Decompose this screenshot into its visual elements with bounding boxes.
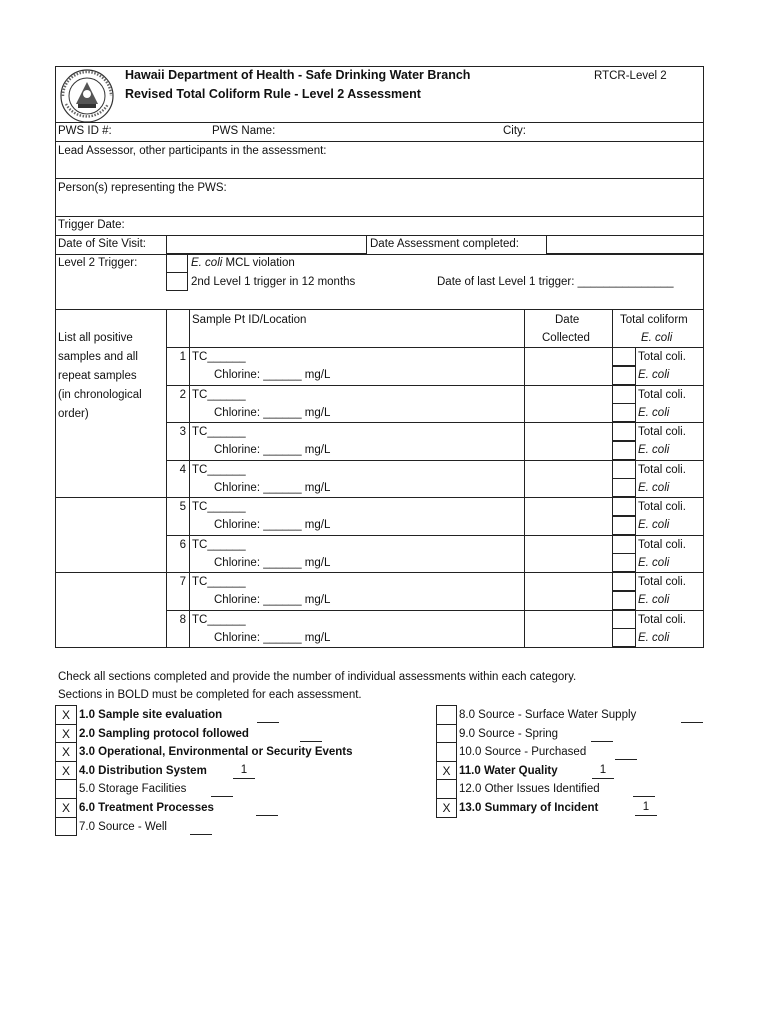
section-count-field[interactable]: [633, 781, 655, 797]
section-label: 6.0 Treatment Processes: [79, 802, 214, 814]
sample-row-number: 4: [179, 463, 186, 476]
total-coli-result-label: Total coli.: [638, 388, 686, 401]
ecoli-checkbox[interactable]: [612, 628, 636, 647]
sample-row-number: 5: [179, 501, 186, 513]
total-coli-result-label: Total coli.: [638, 463, 686, 476]
ecoli-result-label: E. coli: [638, 406, 670, 419]
section-label: 4.0 Distribution System: [79, 764, 207, 777]
total-coli-checkbox[interactable]: [612, 610, 636, 629]
sample-chlorine-field[interactable]: Chlorine: ______ mg/L: [214, 481, 331, 494]
total-coli-result-label: Total coli.: [638, 576, 686, 588]
section-checkbox[interactable]: X: [436, 798, 457, 818]
sample-tc-field[interactable]: TC______: [192, 576, 246, 588]
section-label: 12.0 Other Issues Identified: [459, 783, 600, 796]
sample-row-number: 1: [179, 351, 186, 363]
form-code: RTCR-Level 2: [594, 70, 667, 82]
city-label: City:: [503, 125, 526, 137]
ecoli-checkbox[interactable]: [612, 403, 636, 422]
ecoli-checkbox[interactable]: [612, 366, 636, 385]
sample-chlorine-field[interactable]: Chlorine: ______ mg/L: [214, 444, 331, 456]
side-label-line-1: List all positive: [58, 332, 133, 344]
trigger-date-label: Trigger Date:: [58, 219, 125, 231]
level2-trigger-label: Level 2 Trigger:: [58, 257, 138, 269]
total-coli-checkbox[interactable]: [612, 535, 636, 554]
section-count-field[interactable]: 1: [233, 763, 255, 779]
side-label-line-2: samples and all: [58, 351, 138, 363]
sample-chlorine-field[interactable]: Chlorine: ______ mg/L: [214, 369, 331, 381]
sample-tc-field[interactable]: TC______: [192, 613, 246, 626]
section-count-field[interactable]: 1: [592, 763, 614, 779]
ecoli-result-label: E. coli: [638, 444, 670, 456]
date-col-header: Date: [555, 314, 580, 326]
ecoli-checkbox[interactable]: [612, 441, 636, 460]
section-checkbox[interactable]: X: [55, 761, 77, 781]
section-checkbox[interactable]: [436, 779, 457, 799]
lead-assessor-label: Lead Assessor, other participants in the assessment:: [58, 145, 327, 157]
section-checkbox[interactable]: X: [55, 724, 77, 744]
total-coli-result-label: Total coli.: [638, 613, 686, 626]
sample-row-number: 2: [179, 388, 186, 401]
section-label: 11.0 Water Quality: [459, 764, 558, 777]
section-checkbox[interactable]: [55, 779, 77, 799]
last-trigger-date-label: Date of last Level 1 trigger: _______________: [437, 276, 674, 288]
ecoli-checkbox[interactable]: [612, 516, 636, 535]
total-coli-result-label: Total coli.: [638, 426, 686, 438]
section-label: 3.0 Operational, Environmental or Security Events: [79, 746, 353, 759]
section-checkbox[interactable]: X: [55, 705, 77, 725]
section-count-field[interactable]: [615, 744, 637, 760]
total-coli-checkbox[interactable]: [612, 572, 636, 591]
pws-id-label: PWS ID #:: [58, 125, 112, 137]
lead-assessor-field[interactable]: [56, 159, 703, 178]
sample-tc-field[interactable]: TC______: [192, 463, 246, 476]
ecoli-violation-checkbox[interactable]: [166, 254, 188, 273]
assessment-completed-label: Date Assessment completed:: [370, 238, 519, 250]
site-visit-field[interactable]: [166, 235, 367, 254]
sample-row-number: 6: [179, 538, 186, 551]
sample-chlorine-field[interactable]: Chlorine: ______ mg/L: [214, 631, 331, 644]
total-coli-checkbox[interactable]: [612, 460, 636, 479]
pws-name-label: PWS Name:: [212, 125, 276, 137]
side-label-line-4: (in chronological: [58, 389, 142, 401]
sample-row-number: 8: [179, 613, 186, 626]
total-coli-checkbox[interactable]: [612, 497, 636, 516]
form-subtitle: Revised Total Coliform Rule - Level 2 Assessment: [125, 87, 421, 101]
total-coli-checkbox[interactable]: [612, 422, 636, 441]
section-count-field[interactable]: [211, 781, 233, 797]
section-count-field[interactable]: [300, 726, 322, 742]
instructions-line-1: Check all sections completed and provide the number of individual assessments within each category.: [58, 671, 577, 683]
sample-chlorine-field[interactable]: Chlorine: ______ mg/L: [214, 519, 331, 531]
sample-chlorine-field[interactable]: Chlorine: ______ mg/L: [214, 556, 331, 569]
section-label: 9.0 Source - Spring: [459, 727, 559, 740]
section-label: 13.0 Summary of Incident: [459, 802, 599, 814]
section-checkbox[interactable]: [436, 724, 457, 744]
section-label: 2.0 Sampling protocol followed: [79, 727, 249, 740]
second-trigger-checkbox[interactable]: [166, 272, 188, 291]
ecoli-result-label: E. coli: [638, 519, 670, 531]
ecoli-checkbox[interactable]: [612, 553, 636, 572]
section-checkbox[interactable]: X: [436, 761, 457, 781]
total-coli-checkbox[interactable]: [612, 347, 636, 366]
total-coli-checkbox[interactable]: [612, 385, 636, 404]
section-count-field[interactable]: 1: [635, 800, 657, 816]
sample-chlorine-field[interactable]: Chlorine: ______ mg/L: [214, 594, 331, 606]
result-col-header-2: E. coli: [641, 332, 673, 344]
ecoli-result-label: E. coli: [638, 369, 670, 381]
sample-tc-field[interactable]: TC______: [192, 538, 246, 551]
total-coli-result-label: Total coli.: [638, 501, 686, 513]
sample-chlorine-field[interactable]: Chlorine: ______ mg/L: [214, 406, 331, 419]
section-count-field[interactable]: [256, 800, 278, 816]
section-label: 10.0 Source - Purchased: [459, 746, 587, 759]
section-label: 7.0 Source - Well: [79, 820, 167, 833]
persons-label: Person(s) representing the PWS:: [58, 182, 227, 194]
sample-row-number: 7: [179, 576, 186, 588]
assessment-completed-field[interactable]: [546, 235, 704, 254]
state-seal-logo: [58, 68, 116, 124]
site-visit-label: Date of Site Visit:: [58, 238, 146, 250]
section-label: 8.0 Source - Surface Water Supply: [459, 709, 637, 721]
section-count-field[interactable]: [591, 726, 613, 742]
section-checkbox[interactable]: X: [55, 798, 77, 818]
side-label-line-5: order): [58, 408, 89, 420]
form-title: Hawaii Department of Health - Safe Drinking Water Branch: [125, 68, 471, 82]
total-coli-result-label: Total coli.: [638, 538, 686, 551]
ecoli-result-label: E. coli: [638, 556, 670, 569]
location-col-header: Sample Pt ID/Location: [192, 314, 307, 326]
section-checkbox[interactable]: [55, 817, 77, 837]
ecoli-result-label: E. coli: [638, 481, 670, 494]
second-trigger-label: 2nd Level 1 trigger in 12 months: [191, 276, 356, 288]
ecoli-checkbox[interactable]: [612, 478, 636, 497]
sample-row-number: 3: [179, 426, 186, 438]
ecoli-result-label: E. coli: [638, 594, 670, 606]
result-col-header: Total coliform: [620, 314, 688, 326]
section-checkbox[interactable]: X: [55, 742, 77, 762]
side-label-line-3: repeat samples: [58, 370, 137, 382]
sample-tc-field[interactable]: TC______: [192, 388, 246, 401]
instructions-line-2: Sections in BOLD must be completed for each assessment.: [58, 689, 362, 701]
section-count-field[interactable]: [257, 707, 279, 723]
sample-tc-field[interactable]: TC______: [192, 501, 246, 513]
persons-field[interactable]: [56, 197, 703, 216]
section-label: 5.0 Storage Facilities: [79, 783, 187, 796]
total-coli-result-label: Total coli.: [638, 351, 686, 363]
ecoli-result-label: E. coli: [638, 631, 670, 644]
ecoli-checkbox[interactable]: [612, 591, 636, 610]
section-checkbox[interactable]: [436, 742, 457, 762]
section-count-field[interactable]: [681, 707, 703, 723]
sample-tc-field[interactable]: TC______: [192, 351, 246, 363]
section-label: 1.0 Sample site evaluation: [79, 709, 223, 721]
section-count-field[interactable]: [190, 819, 212, 835]
section-checkbox[interactable]: [436, 705, 457, 725]
sample-tc-field[interactable]: TC______: [192, 426, 246, 438]
ecoli-violation-label: E. coli MCL violation: [191, 257, 295, 269]
date-col-header-2: Collected: [542, 332, 590, 344]
